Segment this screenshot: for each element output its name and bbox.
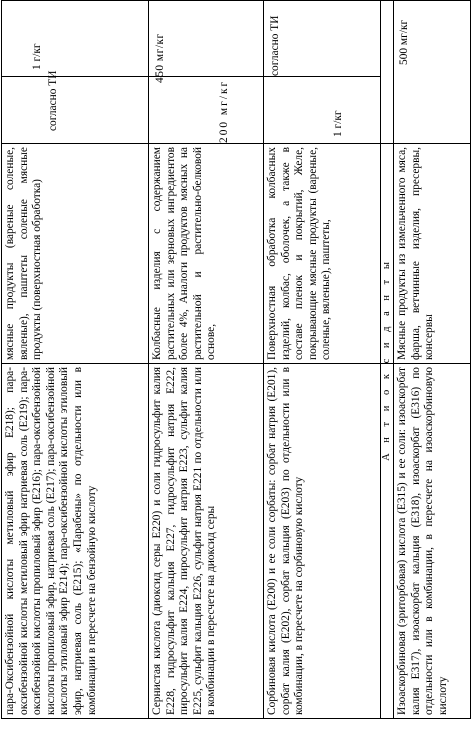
product-cell-isoascorbates: Мясные продукты из измельченного мяса, фарша, ветчинные изделия, пресервы, консервы	[396, 147, 436, 360]
level-value-ti: согласно ТИ	[269, 15, 281, 76]
level-value-200: 200 мг/кг	[218, 79, 230, 143]
substance-cell-sulfites: Сернистая кислота (диоксид серы Е220) и соли гидросульфит калия Е228, гидросульфит кальция Е227, гидросульфит натрия Е222, пиросульфит калия Е224, пиросульфит натрия Е223, сульфит калия Е225, сульфит кальция Е226, сульфит натрия Е221 по отдельности или в комбинации в пересчете на диоксид серы	[151, 367, 218, 715]
substance-cell-isoascorbates: Изоаскорбиновая (эриторбовая) кислота (Е315) и ее соли: изоаскорбат калия Е317), изоаскорбат кальция (Е318), изоаскорбат (Е316) по отдельности или в комбинации, в пересчете на изоаскорбиновую кислоту	[396, 367, 449, 715]
level-cell-sulfites	[149, 1, 263, 143]
norm-cell-parabens	[2, 1, 148, 131]
substance-cell-sorbates: Сорбиновая кислота (Е200) и ее соли сорбаты: сорбат натрия (Е201), сорбат калия (Е202), сорбат кальция (Е203) по отдельности или в комбинации, в пересчете на сорбиновую кислоту	[266, 367, 306, 715]
product-cell-parabens: мясные продукты (вареные соленые, вяленые), паштеты соленые мясные продукты (поверхностная обработка)	[4, 147, 44, 360]
level-value-1gkg: 1 г/кг	[332, 110, 344, 137]
level-value-500: 500 мг/кг	[398, 19, 410, 65]
level-cell-sorbates	[264, 1, 380, 143]
table-border-right	[470, 0, 471, 719]
level-cell-isoascorbates	[394, 1, 470, 143]
level-value-450: 450 мг/кг	[154, 33, 166, 83]
section-title-antioxidants: А н т и о к с и д а н т ы	[381, 258, 392, 461]
substance-cell-parabens: пара-Оксибензойной кислоты метиловый эфир Е218); пара-оксибензойной кислоты метиловый эфир натриевая соль (Е219); пара-оксибензойной кислоты пропиловый эфир (Е216); пара-оксибензойной кислоты пропиловый эфир, натриевая соль (Е217); пара-оксибензойной кислоты этиловый эфир Е214); пара-оксибензойной кислоты этиловый эфир, натриевая соль (Е215); «Парабены» по отдельности или в комбинации в пересчете на бензойную кислоту	[4, 367, 98, 715]
norm-value-2: согласно ТИ	[47, 70, 59, 131]
table-border-bottom	[1, 718, 471, 719]
product-cell-sulfites: Колбасные изделия с содержанием растительных или зерновых ингредиентов более 4%, Аналоги продуктов мясных на растительной и растительно-белковой основе,	[151, 147, 218, 360]
product-cell-sorbates: Поверхностная обработка колбасных изделий, колбас, оболочек, а также в составе пленок и покрытий, Желе, покрывающие мясные продукты (вареные, соленые, вяленые), паштеты,	[266, 147, 333, 360]
norm-value-1: 1 г/кг	[31, 43, 43, 70]
level-cell-parabens	[2, 77, 148, 143]
